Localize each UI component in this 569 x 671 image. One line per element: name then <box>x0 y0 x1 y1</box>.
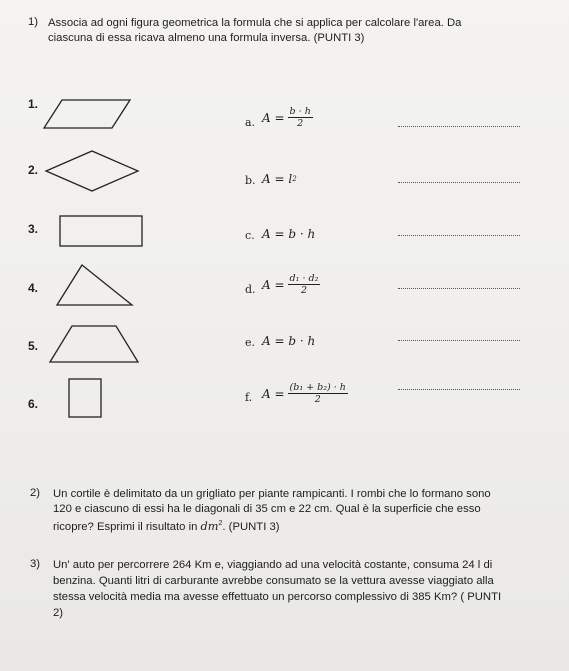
formula-letter: a. <box>245 116 256 129</box>
figure-number: 4. <box>28 281 39 295</box>
answer-blank[interactable] <box>398 288 520 289</box>
figure-number: 2. <box>28 163 39 177</box>
formula-letter: e. <box>245 336 256 349</box>
fraction-denominator: 2 <box>297 118 304 129</box>
triangle-figure <box>54 262 136 308</box>
figure-number: 5. <box>28 339 39 353</box>
trapezoid-figure <box>46 322 142 366</box>
formula-lhs: A = <box>262 110 285 125</box>
fraction <box>288 106 313 129</box>
square-figure <box>66 376 106 422</box>
formula-a <box>262 106 313 129</box>
fraction-denominator: 2 <box>300 285 307 296</box>
question-2-points: . (PUNTI 3) <box>222 520 280 533</box>
fraction-numerator: b · h <box>289 106 311 117</box>
formula-lhs: A = <box>262 386 285 401</box>
formula-lhs: A = b · h <box>262 334 316 348</box>
formula-e <box>262 334 315 348</box>
question-3-line-2: benzina. Quanti litri di carburante avrebbe consumato se la vettura avesse viaggiato alla <box>53 575 494 587</box>
question-2-text: ricopre? Esprimi il risultato in <box>53 520 201 533</box>
formula-b <box>262 172 297 186</box>
unit-exponent: 2 <box>218 520 223 527</box>
fraction <box>288 382 348 405</box>
formula-lhs: A = <box>262 277 285 292</box>
answer-blank[interactable] <box>398 182 520 183</box>
question-2-line-1: Un cortile è delimitato da un grigliato per piante rampicanti. I rombi che lo formano sono <box>53 488 491 500</box>
formula-letter: c. <box>245 229 255 242</box>
answer-blank[interactable] <box>398 126 520 127</box>
question-3-line-1: Un' auto per percorrere 264 Km e, viaggiando ad una velocità costante, consuma 24 l di <box>53 559 493 571</box>
rectangle-figure <box>58 213 146 249</box>
formula-lhs: A = l <box>262 172 293 186</box>
question-3-line-3: stessa velocità media ma avesse effettuato un percorso complessivo di 385 Km? ( PUNTI <box>53 591 502 603</box>
fraction-numerator: (b₁ + b₂) · h <box>289 382 346 393</box>
question-1-line-1: Associa ad ogni figura geometrica la formula che si applica per calcolare l'area. Da <box>48 17 462 29</box>
formula-lhs: A = b · h <box>262 227 316 241</box>
formula-letter: f. <box>245 391 253 404</box>
figure-number: 3. <box>28 222 39 236</box>
formula-c <box>262 227 315 241</box>
fraction-numerator: d₁ · d₂ <box>289 273 319 284</box>
figure-number: 1. <box>28 97 39 111</box>
question-2-line-3 <box>53 517 280 534</box>
rhombus-figure <box>42 147 142 195</box>
figure-number: 6. <box>28 397 39 411</box>
question-3-line-4: 2) <box>53 607 64 619</box>
question-1-line-2: ciascuna di essa ricava almeno una formula inversa. (PUNTI 3) <box>48 32 365 44</box>
fraction <box>288 273 321 296</box>
fraction-denominator: 2 <box>314 394 321 405</box>
question-2-number: 2) <box>30 487 41 499</box>
formula-letter: b. <box>245 174 256 187</box>
question-2-line-2: 120 e ciascuno di essi ha le diagonali di 35 cm e 22 cm. Qual è la superficie che esso <box>53 503 481 515</box>
answer-blank[interactable] <box>398 340 520 341</box>
answer-blank[interactable] <box>398 235 520 236</box>
formula-letter: d. <box>245 283 256 296</box>
formula-f <box>262 382 348 405</box>
answer-blank[interactable] <box>398 389 520 390</box>
parallelogram-figure <box>42 96 134 132</box>
exponent: 2 <box>292 175 297 183</box>
question-3-number: 3) <box>30 558 41 570</box>
unit-dm: dm <box>200 519 219 533</box>
formula-d <box>262 273 320 296</box>
question-1-number: 1) <box>28 16 39 28</box>
